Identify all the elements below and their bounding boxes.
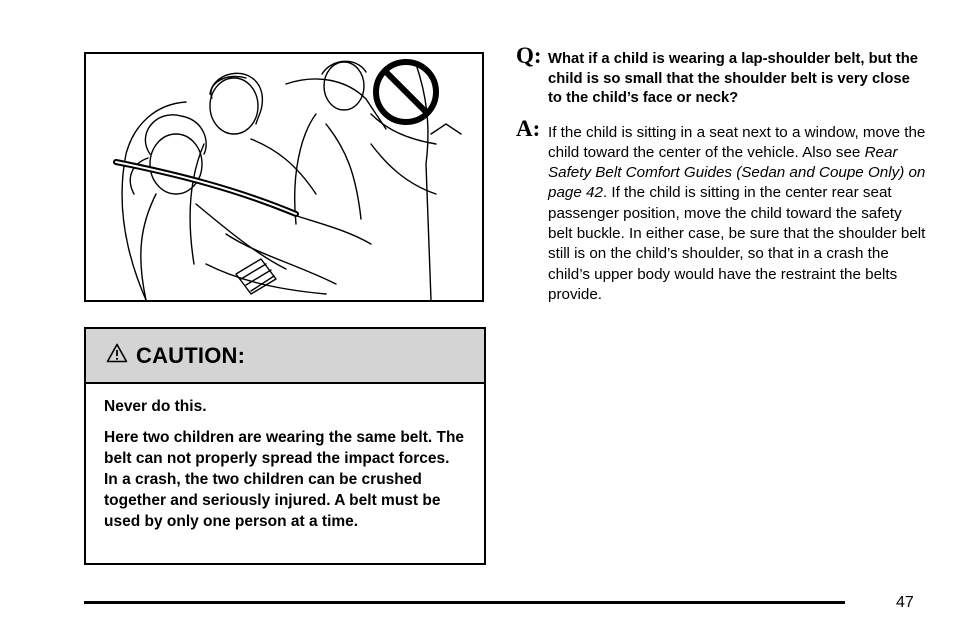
answer-text-start: If the child is sitting in a seat next to a window, move the child toward the center of the vehicle. Also see [548,123,926,161]
footer-rule [84,601,845,604]
answer-block [516,115,926,306]
caution-body [86,384,484,532]
two-children-one-belt-illustration [84,52,484,302]
caution-header [86,329,484,384]
page-number: 47 [896,594,914,611]
question-marker: Q: [516,43,542,68]
cross-reference-link[interactable]: Rear Safety Belt Comfort Guides (Sedan and Coupe Only) on page 42 [548,143,926,202]
question-block [516,43,926,109]
caution-title: CAUTION: [136,342,246,368]
caution-paragraph: Here two children are wearing the same belt. The belt can not properly spread the impact forces. In a crash, the two children can be crushed together and seriously injured. A belt must be used by only one person at a time. [104,429,465,530]
answer-text-end: . If the child is sitting in the center rear seat passenger position, move the child toward the safety belt buckle. In either case, be sure that the shoulder belt still is on the child’s shoulder, so that in a crash the child’s upper body would have the restraint the belts provide. [548,184,926,303]
warning-triangle-icon [106,343,128,368]
answer-marker: A: [516,115,541,141]
question-answer-section [516,43,926,305]
caution-paragraph: Never do this. [104,398,207,415]
caution-box [84,327,486,565]
question-text: What if a child is wearing a lap-shoulder belt, but the child is so small that the shoulder belt is very close to the child’s face or neck? [548,51,918,106]
